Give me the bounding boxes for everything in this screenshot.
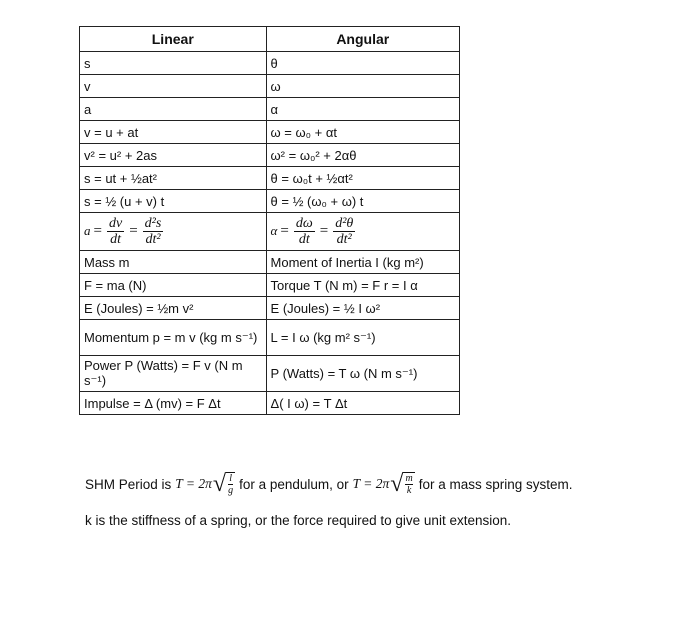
shm-period-line [85, 472, 573, 496]
linear-cell: Momentum p = m v (kg m s⁻¹) [80, 320, 267, 356]
linear-cell: s = ut + ½at² [80, 167, 267, 190]
radicand [226, 472, 235, 496]
equations-table [79, 26, 460, 415]
numerator: dω [295, 216, 313, 231]
angular-cell: Moment of Inertia I (kg m²) [266, 251, 459, 274]
table-row [80, 274, 460, 297]
fraction [107, 216, 124, 247]
angular-cell: ω² = ω₀² + 2αθ [266, 144, 459, 167]
angular-derivative-cell [266, 213, 459, 251]
table-row [80, 52, 460, 75]
angular-cell: θ = ½ (ω₀ + ω) t [266, 190, 459, 213]
angular-cell: θ [266, 52, 459, 75]
angular-cell: ω = ω₀ + αt [266, 121, 459, 144]
fraction [143, 216, 164, 247]
linear-cell: Mass m [80, 251, 267, 274]
fraction [333, 216, 355, 247]
formula-lhs: α [270, 222, 278, 238]
radical-sign: √ [212, 471, 227, 497]
table-row [80, 98, 460, 121]
header-linear: Linear [80, 27, 267, 52]
equals-sign: = [319, 222, 329, 239]
linear-cell: F = ma (N) [80, 274, 267, 297]
denominator: g [228, 485, 234, 496]
table-row [80, 144, 460, 167]
equals-sign: = [93, 222, 102, 239]
linear-cell: a [80, 98, 267, 121]
square-root [213, 472, 235, 496]
pendulum-tail-text: for a pendulum, or [239, 476, 349, 492]
linear-cell: v [80, 75, 267, 98]
denominator: dt [110, 232, 122, 247]
header-row [80, 27, 460, 52]
stiffness-note: k is the stiffness of a spring, or the force required to give unit extension. [85, 513, 511, 528]
fraction [405, 473, 412, 496]
spring-tail-text: for a mass spring system. [418, 476, 573, 492]
table-row [80, 356, 460, 392]
angular-cell: ω [266, 75, 459, 98]
table-row [80, 121, 460, 144]
table-row [80, 75, 460, 98]
angular-cell: α [266, 98, 459, 121]
radical-sign: √ [390, 471, 404, 497]
linear-cell: v = u + at [80, 121, 267, 144]
angular-cell: θ = ω₀t + ½αt² [266, 167, 459, 190]
table-row [80, 320, 460, 356]
numerator: dv [108, 216, 123, 231]
pendulum-lhs: T = 2π [175, 476, 212, 491]
linear-cell: Power P (Watts) = F v (N m s⁻¹) [80, 356, 267, 392]
linear-cell: v² = u² + 2as [80, 144, 267, 167]
spring-formula [353, 472, 415, 496]
linear-cell: s = ½ (u + v) t [80, 190, 267, 213]
table-row [80, 297, 460, 320]
header-angular: Angular [266, 27, 459, 52]
formula-lhs: a [84, 222, 91, 238]
angular-cell: P (Watts) = T ω (N m s⁻¹) [266, 356, 459, 392]
spring-lhs: T = 2π [352, 476, 390, 491]
table-row [80, 251, 460, 274]
denominator: k [406, 485, 412, 496]
linear-derivative-cell [80, 213, 267, 251]
angular-cell: Δ( I ω) = T Δt [266, 392, 459, 415]
table-row [80, 392, 460, 415]
angular-cell: E (Joules) = ½ I ω² [266, 297, 459, 320]
denominator: dt² [336, 232, 352, 247]
angular-cell: L = I ω (kg m² s⁻¹) [266, 320, 459, 356]
table-row [80, 167, 460, 190]
denominator: dt [298, 232, 310, 247]
square-root [390, 472, 414, 496]
pendulum-formula [175, 472, 235, 496]
numerator: d²s [144, 216, 162, 231]
equals-sign: = [129, 222, 138, 239]
angular-cell: Torque T (N m) = F r = I α [266, 274, 459, 297]
linear-cell: E (Joules) = ½m v² [80, 297, 267, 320]
numerator: l [229, 473, 232, 484]
linear-cell: Impulse = Δ (mv) = F Δt [80, 392, 267, 415]
shm-intro-text: SHM Period is [85, 476, 172, 492]
equals-sign: = [280, 222, 289, 239]
derivative-row [80, 213, 460, 251]
numerator: d²θ [335, 216, 354, 231]
fraction [228, 473, 233, 496]
fraction [294, 216, 315, 247]
table-row [80, 190, 460, 213]
radicand [403, 472, 414, 496]
numerator: m [405, 473, 413, 484]
denominator: dt² [145, 232, 161, 247]
linear-cell: s [80, 52, 267, 75]
